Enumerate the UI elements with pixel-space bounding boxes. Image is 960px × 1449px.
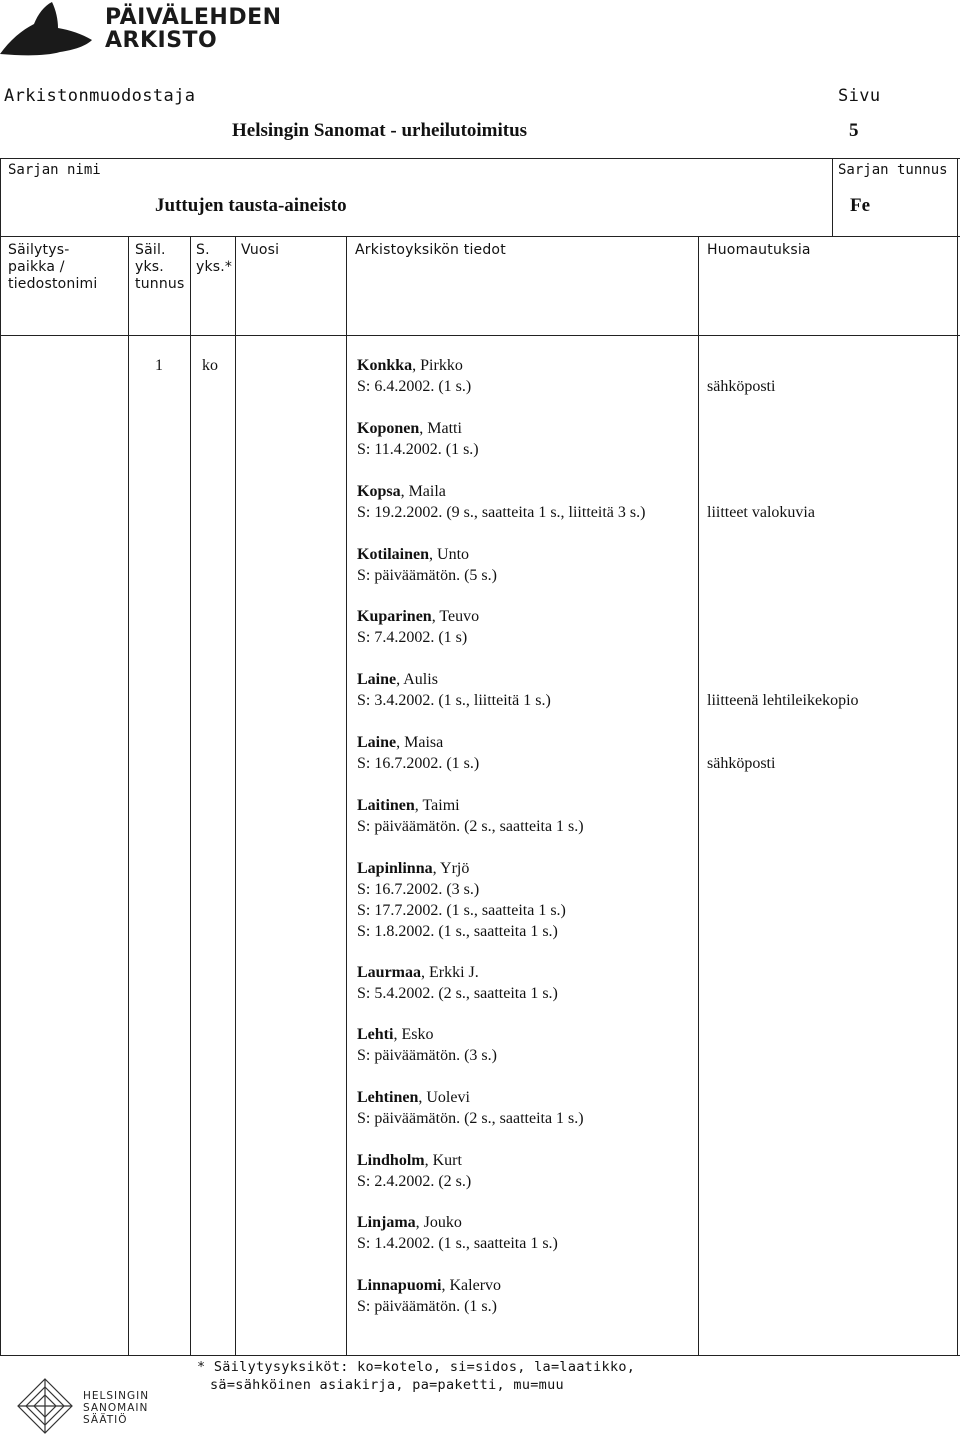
col-head-storage-3: tiedostonimi [8, 276, 98, 292]
footer-logo-text [83, 1390, 149, 1426]
entry-given-name: , Uolevi [418, 1089, 470, 1106]
entry-name [357, 544, 697, 565]
rule-bottom [0, 1355, 960, 1356]
entry-surname: Laine [357, 734, 397, 751]
entry-line: S: 16.7.2002. (3 s.) [357, 881, 480, 898]
col-head-unit-id [135, 242, 184, 293]
entry-0 [357, 355, 697, 397]
entry-remark: sähköposti [707, 755, 776, 772]
col-sep-4 [346, 236, 347, 1355]
entry-12 [357, 1150, 697, 1192]
entry-name [357, 962, 697, 983]
entry-14 [357, 1275, 697, 1317]
entry-line: S: 2.4.2002. (2 s.) [357, 1173, 472, 1190]
col-head-details: Arkistoyksikön tiedot [355, 242, 506, 258]
entry-1 [357, 418, 697, 460]
entry-line: S: päiväämätön. (3 s.) [357, 1047, 497, 1064]
col-head-storage-1: Säilytys- [8, 242, 70, 258]
entry-given-name: , Jouko [415, 1214, 462, 1231]
entry-line: S: 6.4.2002. (1 s.) [357, 378, 472, 395]
col-head-remarks: Huomautuksia [707, 242, 811, 258]
col-sep-3 [235, 236, 236, 1355]
col-head-unit-type [196, 242, 232, 276]
series-id-label: Sarjan tunnus [838, 162, 948, 178]
footnote-line-2: sä=sähköinen asiakirja, pa=paketti, mu=muu [210, 1377, 564, 1393]
rule-top [0, 158, 960, 159]
entry-name [357, 669, 697, 690]
entry-given-name: , Kurt [424, 1152, 462, 1169]
page-number: 5 [849, 120, 859, 141]
footer-logo-line-1: HELSINGIN [83, 1390, 150, 1402]
logo-line-2: ARKISTO [105, 28, 218, 53]
footnote [197, 1358, 635, 1394]
entry-line: S: 17.7.2002. (1 s., saatteita 1 s.) [357, 902, 566, 919]
entry-6 [357, 732, 697, 774]
entry-name [357, 1150, 697, 1171]
page-label: Sivu [838, 86, 881, 106]
footer-logo-line-2: SANOMAIN [83, 1402, 149, 1414]
entry-given-name: , Yrjö [432, 860, 470, 877]
entry-surname: Lindholm [357, 1152, 425, 1169]
entry-given-name: , Kalervo [441, 1277, 502, 1294]
entry-surname: Koponen [357, 420, 420, 437]
footnote-line-1: * Säilytysyksiköt: ko=kotelo, si=sidos, la=laatikko, [197, 1359, 636, 1375]
col-sep-1 [128, 236, 129, 1355]
entry-line: S: 5.4.2002. (2 s., saatteita 1 s.) [357, 985, 558, 1002]
col-head-storage [8, 242, 97, 293]
entry-line: S: 16.7.2002. (1 s.) [357, 755, 480, 772]
entry-surname: Lehti [357, 1026, 394, 1043]
entry-name [357, 606, 697, 627]
rule-header-bottom [0, 335, 960, 336]
entry-surname: Laitinen [357, 797, 415, 814]
entry-surname: Lehtinen [357, 1089, 419, 1106]
entry-surname: Lapinlinna [357, 860, 433, 877]
entry-4 [357, 606, 697, 648]
entry-given-name: , Taimi [414, 797, 460, 814]
entry-given-name: , Maisa [396, 734, 444, 751]
entry-surname: Konkka [357, 357, 413, 374]
entry-given-name: , Maila [400, 483, 446, 500]
entry-name [357, 732, 697, 753]
col-head-unit-id-1: Säil. [135, 242, 166, 258]
entry-surname: Kotilainen [357, 546, 430, 563]
entry-name [357, 481, 697, 502]
unit-type: ko [202, 357, 218, 374]
entry-line: S: 1.4.2002. (1 s., saatteita 1 s.) [357, 1235, 558, 1252]
entry-line: S: 7.4.2002. (1 s) [357, 629, 468, 646]
entry-name [357, 858, 697, 879]
entry-5 [357, 669, 697, 711]
col-head-unit-type-2: yks.* [196, 259, 233, 275]
entry-line: S: päiväämätön. (2 s., saatteita 1 s.) [357, 818, 584, 835]
col-sep-5 [698, 236, 699, 1355]
rule-series-divider [832, 158, 833, 236]
entry-surname: Laine [357, 671, 397, 688]
entry-surname: Kopsa [357, 483, 401, 500]
archive-logo-text [105, 6, 282, 52]
entry-remark: sähköposti [707, 378, 776, 395]
unit-id: 1 [155, 357, 163, 374]
entry-surname: Linnapuomi [357, 1277, 442, 1294]
entry-7 [357, 795, 697, 837]
creator-label: Arkistonmuodostaja [4, 86, 196, 106]
entry-10 [357, 1024, 697, 1066]
entry-name [357, 355, 697, 376]
col-head-unit-id-3: tunnus [135, 276, 185, 292]
entry-given-name: , Pirkko [412, 357, 463, 374]
entry-name [357, 1024, 697, 1045]
entry-13 [357, 1212, 697, 1254]
entry-line: S: 19.2.2002. (9 s., saatteita 1 s., liitteitä 3 s.) [357, 504, 646, 521]
series-name: Juttujen tausta-aineisto [155, 195, 347, 216]
entry-line: S: päiväämätön. (2 s., saatteita 1 s.) [357, 1110, 584, 1127]
entry-given-name: , Erkki J. [421, 964, 479, 981]
entry-remark: liitteet valokuvia [707, 504, 815, 521]
col-head-unit-type-1: S. [196, 242, 210, 258]
rule-left [0, 158, 1, 1356]
entry-given-name: , Aulis [396, 671, 438, 688]
entry-name [357, 795, 697, 816]
entry-line: S: päiväämätön. (1 s.) [357, 1298, 497, 1315]
series-id: Fe [850, 195, 871, 216]
entry-given-name: , Esko [393, 1026, 434, 1043]
entry-line: S: 11.4.2002. (1 s.) [357, 441, 479, 458]
entry-given-name: , Teuvo [431, 608, 480, 625]
footer-logo-line-3: SÄÄTIÖ [83, 1414, 128, 1426]
entry-8 [357, 858, 697, 942]
col-sep-2 [190, 236, 191, 1355]
rule-header-top [0, 236, 960, 237]
entry-2 [357, 481, 697, 523]
col-head-unit-id-2: yks. [135, 259, 164, 275]
entry-surname: Linjama [357, 1214, 416, 1231]
creator-name: Helsingin Sanomat - urheilutoimitus [232, 120, 528, 141]
series-name-label: Sarjan nimi [8, 162, 101, 178]
entry-name [357, 418, 697, 439]
entry-given-name: , Matti [419, 420, 462, 437]
col-head-storage-2: paikka / [8, 259, 65, 275]
col-head-year: Vuosi [241, 242, 280, 258]
logo-line-1: PÄIVÄLEHDEN [105, 5, 282, 30]
entry-name [357, 1212, 697, 1233]
entry-name [357, 1087, 697, 1108]
entry-remark: liitteenä lehtileikekopio [707, 692, 859, 709]
entry-name [357, 1275, 697, 1296]
entry-given-name: , Unto [429, 546, 470, 563]
entry-line: S: 1.8.2002. (1 s., saatteita 1 s.) [357, 923, 558, 940]
entry-line: S: 3.4.2002. (1 s., liitteitä 1 s.) [357, 692, 551, 709]
paivalehden-arkisto-logo-icon [0, 0, 96, 58]
helsingin-sanomain-saatio-logo-icon [10, 1373, 80, 1439]
rule-right [957, 158, 958, 1356]
entry-line: S: päiväämätön. (5 s.) [357, 567, 497, 584]
entry-9 [357, 962, 697, 1004]
entry-surname: Laurmaa [357, 964, 421, 981]
entry-surname: Kuparinen [357, 608, 432, 625]
entry-3 [357, 544, 697, 586]
entry-11 [357, 1087, 697, 1129]
